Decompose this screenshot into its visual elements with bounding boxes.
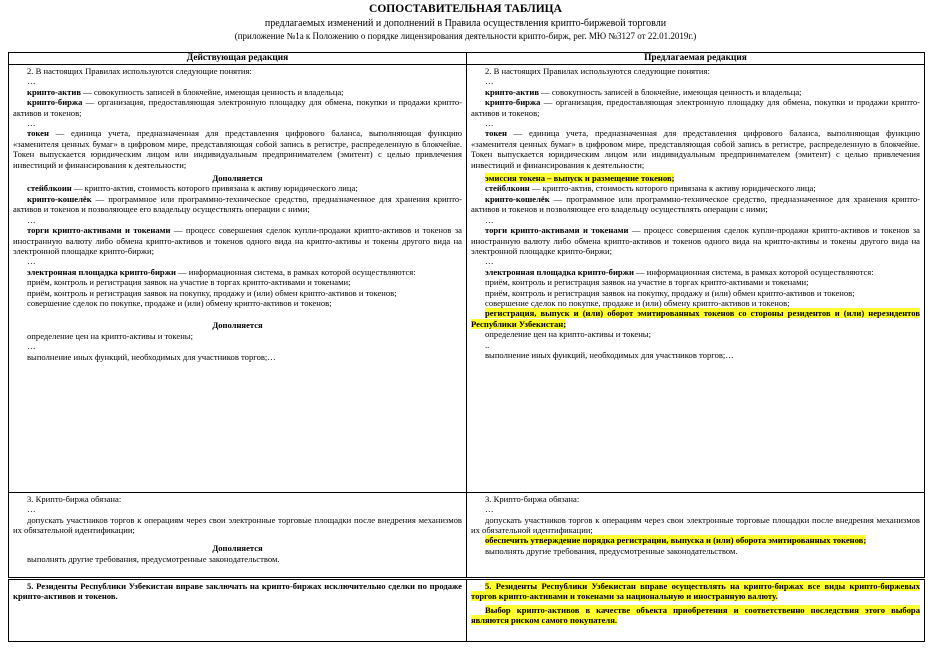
definition-emission [471, 173, 920, 183]
term: стейблкоин [485, 183, 530, 194]
term: торги крипто-активами и токенами [27, 225, 171, 236]
term: крипто-актив [485, 86, 539, 97]
platform-item: приём, контроль и регистрация заявок на участие в торгах крипто-активами и токенами; [27, 277, 351, 288]
definition-text: — программное или программно-техническое средство, предназначенное для хранения крипто-активов и токенов и позволяющее его владельцу осуществлять операции с ними; [13, 193, 462, 215]
document-title: СОПОСТАВИТЕЛЬНАЯ ТАБЛИЦА [369, 3, 562, 15]
definition-text: — единица учета, предназначенная для представления цифрового баланса, выполняющая функцию «заменителя ценных бумаг» в цифровом мире, представляющая собой запись в регистре, распределенную в блокчейне. Токен выпускается юридическим лицом или индивидуальным предпринимателем (эмитент) с целью привлечения инвестиций и финансирования к деятельности; [471, 128, 920, 170]
ellipsis: … [485, 76, 494, 87]
definition-token [471, 128, 920, 170]
current-section-2 [9, 65, 467, 493]
platform-item: определение цен на крипто-активы и токены; [27, 330, 193, 341]
term: стейблкоин [27, 183, 72, 194]
definition-text: — программное или программно-техническое средство, предназначенное для хранения крипто-активов и токенов и позволяющее его владельцу осуществлять операции с ними; [471, 193, 920, 215]
definition-token [13, 128, 462, 170]
definition-text: — информационная система, в рамках которой осуществляются: [633, 266, 874, 277]
highlighted-addition: регистрация, выпуск и (или) оборот эмитированных токенов со стороны резидентов и (или) нерезидентов Республики Узбекистан; [471, 308, 920, 329]
ellipsis: … [27, 214, 36, 225]
ellipsis: … [27, 256, 36, 267]
term: крипто-кошелёк [27, 193, 92, 204]
added-label: Дополняется [212, 320, 263, 331]
section-5-text [471, 581, 920, 602]
definition-text: — крипто-актив, стоимость которого привязана к активу юридического лица; [71, 183, 358, 194]
obligation-item: допускать участников торгов к операциям через свои электронные торговые площадки после внедрения механизмов их обязательной идентификации; [13, 514, 462, 535]
obligation-item: допускать участников торгов к операциям через свои электронные торговые площадки после внедрения механизмов их обязательной идентификации; [471, 514, 920, 535]
highlighted-addition: 5. Резиденты Республики Узбекистан вправе осуществлять на крипто-биржах все виды крипто-биржевых торгов крипто-активами и токенами за национальную и иностранную валюту. [471, 580, 920, 602]
term: крипто-кошелёк [485, 193, 550, 204]
definition-crypto-asset [471, 87, 920, 97]
definition-text: — крипто-актив, стоимость которого привязана к активу юридического лица; [529, 183, 816, 194]
section-intro: 2. В настоящих Правилах используются следующие понятия: [485, 66, 710, 77]
platform-item: выполнение иных функций, необходимых для участников торгов;… [27, 351, 276, 362]
term: токен [27, 128, 49, 139]
definition-text: — организация, предоставляющая электронную площадку для обмена, покупки и продажи крипто-активов и токенов; [13, 97, 462, 118]
definition-text: — процесс совершения сделок купли-продажи крипто-активов и токенов за иностранную валюту либо обмена крипто-активов и токенов одного вида на крипто-активы и токены другого вида на электронной площадке крипто-биржи; [471, 225, 920, 256]
ellipsis: … [27, 118, 36, 129]
term: крипто-актив [27, 86, 81, 97]
header-current-edition: Действующая редакция [9, 53, 467, 65]
definition-text: — информационная система, в рамках которой осуществляются: [175, 266, 416, 277]
highlighted-addition: Выбор крипто-активов в качестве объекта приобретения и соответственно последствия этого выбора являются риском самого покупателя. [471, 604, 920, 626]
definition-crypto-exchange [13, 97, 462, 118]
document-subtitle: предлагаемых изменений и дополнений в Правила осуществления крипто-биржевой торговли [264, 18, 667, 29]
definition-stablecoin [471, 183, 920, 193]
definition-crypto-wallet [471, 194, 920, 215]
highlighted-addition: обеспечить утверждение порядка регистрации, выпуска и (или) оборота эмитированных токенов; [485, 535, 867, 546]
ellipsis: … [27, 76, 36, 87]
term: крипто-биржа [27, 97, 83, 108]
ellipsis: … [485, 504, 494, 515]
added-label: Дополняется [212, 543, 263, 554]
comparison-table [8, 52, 925, 642]
section-5-text [13, 581, 462, 602]
definition-crypto-exchange [471, 97, 920, 118]
platform-item: определение цен на крипто-активы и токены; [485, 329, 651, 340]
definition-trading [13, 225, 462, 256]
proposed-section-3 [467, 492, 925, 578]
ellipsis: … [27, 341, 36, 352]
highlighted-addition: эмиссия токена – выпуск и размещение токенов; [485, 173, 675, 184]
term: электронная площадка крипто-биржи [27, 266, 176, 277]
platform-item: совершение сделок по покупке, продаже и (или) обмену крипто-активов и токенов; [27, 297, 332, 308]
definition-crypto-wallet [13, 194, 462, 215]
ellipsis: … [485, 256, 494, 267]
current-section-3 [9, 492, 467, 578]
header-proposed-edition: Предлагаемая редакция [467, 53, 925, 65]
definition-text: — организация, предоставляющая электронную площадку для обмена, покупки и продажи крипто-активов и токенов; [471, 97, 920, 118]
platform-item: приём, контроль и регистрация заявок на покупку, продажу и (или) обмен крипто-активов и токенов; [485, 287, 855, 298]
definition-text: — совокупность записей в блокчейне, имеющая ценность и владельца; [538, 86, 802, 97]
section-5-text [471, 605, 920, 626]
definition-stablecoin [13, 183, 462, 193]
definition-text: — совокупность записей в блокчейне, имеющая ценность и владельца; [80, 86, 344, 97]
ellipsis: … [485, 118, 494, 129]
term: электронная площадка крипто-биржи [485, 266, 634, 277]
definition-text: — единица учета, предназначенная для представления цифрового баланса, выполняющая функцию «заменителя ценных бумаг» в цифровом мире, представляющая собой запись в регистре, распределенную в блокчейне. Токен выпускается юридическим лицом или индивидуальным предпринимателем (эмитент) с целью привлечения инвестиций и финансирования к деятельности; [13, 128, 462, 170]
ellipsis: … [485, 214, 494, 225]
obligation-item-new [471, 535, 920, 545]
definition-platform [13, 267, 462, 277]
platform-item-new [471, 308, 920, 329]
platform-item: приём, контроль и регистрация заявок на покупку, продажу и (или) обмен крипто-активов и токенов; [27, 287, 397, 298]
term: крипто-биржа [485, 97, 541, 108]
definition-crypto-asset [13, 87, 462, 97]
current-section-5 [9, 578, 467, 641]
term: торги крипто-активами и токенами [485, 225, 629, 236]
section-intro: 2. В настоящих Правилах используются следующие понятия: [27, 66, 252, 77]
section-5-bold: 5. Резиденты Республики Узбекистан вправе заключать на крипто-биржах исключительно сделки по продаже крипто-активов и токенов. [13, 580, 462, 602]
proposed-section-5 [467, 578, 925, 641]
document-reference: (приложение №1а к Положению о порядке лицензирования деятельности крипто-бирж, рег. МЮ №3127 от 22.01.2019г.) [234, 31, 697, 41]
platform-item: приём, контроль и регистрация заявок на участие в торгах крипто-активами и токенами; [485, 277, 809, 288]
added-label: Дополняется [212, 173, 263, 184]
platform-item: выполнение иных функций, необходимых для участников торгов;… [485, 349, 734, 360]
definition-text: — процесс совершения сделок купли-продажи крипто-активов и токенов за иностранную валюту либо обмена крипто-активов и токенов одного вида на крипто-активы и токены другого вида на электронной площадке крипто-биржи; [13, 225, 462, 256]
definition-platform [471, 267, 920, 277]
ellipsis: … [27, 504, 36, 515]
term: токен [485, 128, 507, 139]
platform-item: совершение сделок по покупке, продаже и (или) обмену крипто-активов и токенов; [485, 297, 790, 308]
ellipsis: .. [485, 339, 490, 350]
section-intro: 3. Крипто-биржа обязана: [485, 493, 580, 504]
obligation-item: выполнять другие требования, предусмотренные законодательством. [27, 553, 280, 564]
obligation-item: выполнять другие требования, предусмотренные законодательством. [485, 545, 738, 556]
definition-trading [471, 225, 920, 256]
section-intro: 3. Крипто-биржа обязана: [27, 493, 122, 504]
proposed-section-2 [467, 65, 925, 493]
